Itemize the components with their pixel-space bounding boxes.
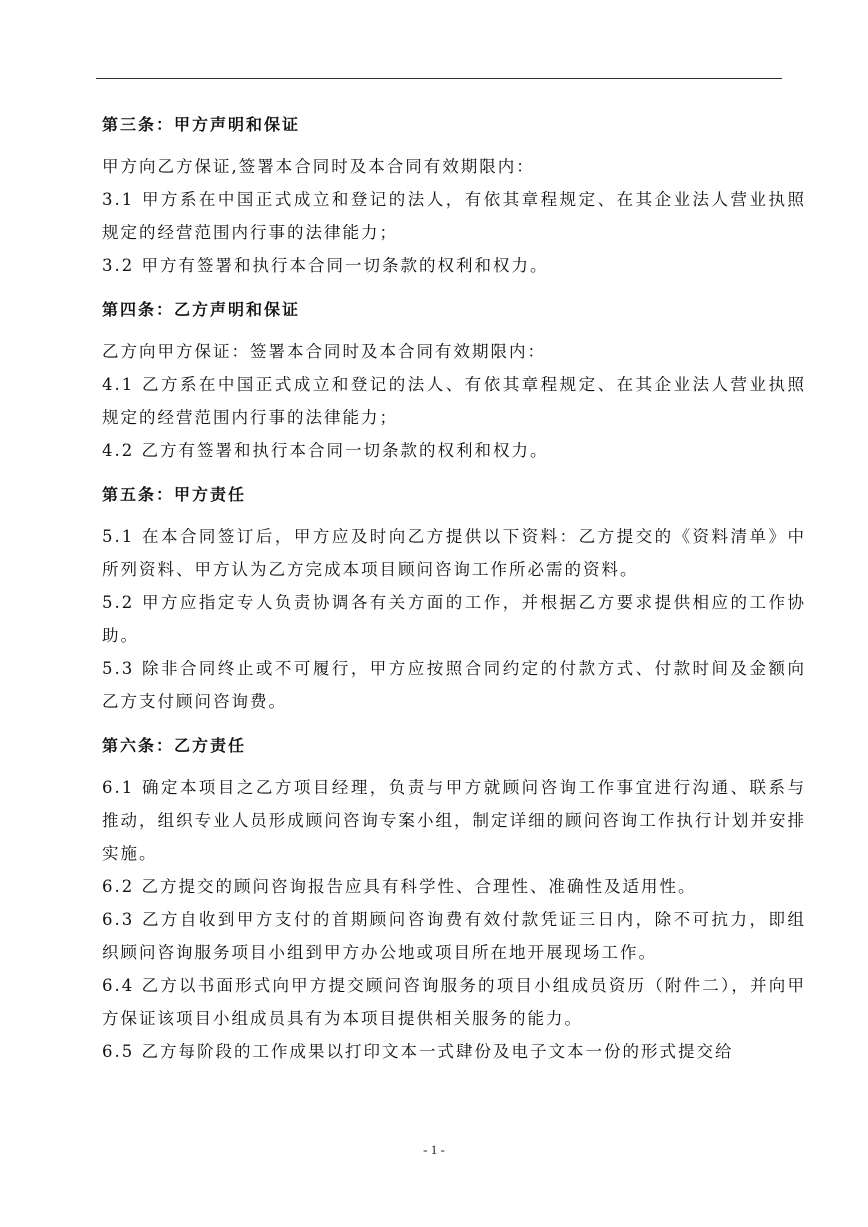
- article-heading: 第六条：乙方责任: [102, 736, 247, 755]
- article-heading: 第三条：甲方声明和保证: [102, 115, 301, 134]
- article-paragraph: 3.1 甲方系在中国正式成立和登记的法人，有依其章程规定、在其企业法人营业执照规定的经营范围内行事的法律能力；: [102, 190, 806, 242]
- header-rule: [96, 78, 782, 79]
- article-paragraph: 5.2 甲方应指定专人负责协调各有关方面的工作，并根据乙方要求提供相应的工作协助。: [102, 593, 806, 645]
- article-4: [102, 299, 806, 467]
- article-paragraph: 乙方向甲方保证：签署本合同时及本合同有效期限内：: [102, 342, 546, 361]
- article-paragraph: 6.3 乙方自收到甲方支付的首期顾问咨询费有效付款凭证三日内，除不可抗力，即组织顾问咨询服务项目小组到甲方办公地或项目所在地开展现场工作。: [102, 910, 806, 962]
- article-paragraph: 3.2 甲方有签署和执行本合同一切条款的权利和权力。: [102, 256, 549, 275]
- article-3: [102, 114, 806, 282]
- article-paragraph: 6.5 乙方每阶段的工作成果以打印文本一式肆份及电子文本一份的形式提交给: [102, 1042, 734, 1061]
- article-paragraph: 6.1 确定本项目之乙方项目经理，负责与甲方就顾问咨询工作事宜进行沟通、联系与推动，组织专业人员形成顾问咨询专案小组，制定详细的顾问咨询工作执行计划并安排实施。: [102, 778, 806, 863]
- article-paragraph: 6.4 乙方以书面形式向甲方提交顾问咨询服务的项目小组成员资历（附件二），并向甲方保证该项目小组成员具有为本项目提供相关服务的能力。: [102, 976, 806, 1028]
- article-paragraph: 5.1 在本合同签订后，甲方应及时向乙方提供以下资料：乙方提交的《资料清单》中所列资料、甲方认为乙方完成本项目顾问咨询工作所必需的资料。: [102, 527, 806, 579]
- document-body: [102, 114, 806, 1085]
- article-heading: 第五条：甲方责任: [102, 485, 247, 504]
- article-paragraph: 甲方向乙方保证,签署本合同时及本合同有效期限内：: [102, 157, 535, 176]
- article-paragraph: 4.1 乙方系在中国正式成立和登记的法人、有依其章程规定、在其企业法人营业执照规定的经营范围内行事的法律能力；: [102, 375, 806, 427]
- article-6: [102, 735, 806, 1068]
- article-paragraph: 4.2 乙方有签署和执行本合同一切条款的权利和权力。: [102, 441, 549, 460]
- article-paragraph: 5.3 除非合同终止或不可履行，甲方应按照合同约定的付款方式、付款时间及金额向乙方支付顾问咨询费。: [102, 659, 806, 711]
- article-heading: 第四条：乙方声明和保证: [102, 300, 301, 319]
- article-paragraph: 6.2 乙方提交的顾问咨询报告应具有科学性、合理性、准确性及适用性。: [102, 877, 697, 896]
- article-5: [102, 484, 806, 718]
- page-number: - 1 -: [423, 1142, 445, 1157]
